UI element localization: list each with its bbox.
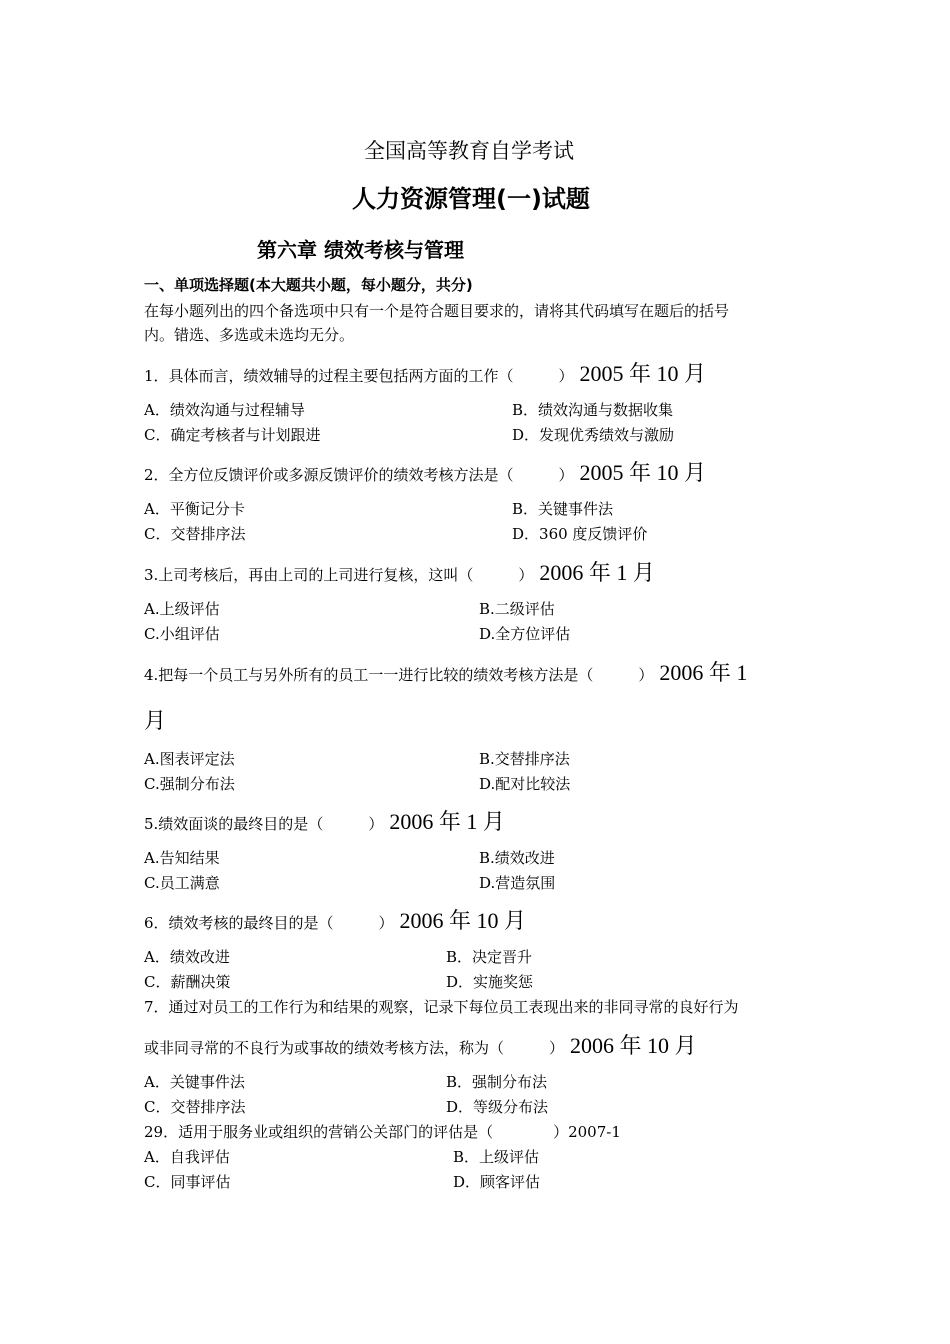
question-4-stem	[144, 662, 747, 684]
question-5-option-b: B.绩效改进	[479, 849, 555, 867]
question-3-option-d: D.全方位评估	[479, 625, 571, 643]
question-4-option-b: B.交替排序法	[479, 750, 570, 768]
question-7-option-b: B．强制分布法	[446, 1073, 548, 1091]
exam-date: 2006 年 10 月	[570, 1033, 697, 1058]
question-7-stem-line-1: 7．通过对员工的工作行为和结果的观察，记录下每位员工表现出来的非同寻常的良好行为	[144, 998, 739, 1016]
question-stem-text: 3.上司考核后，再由上司的上司进行复核，这叫（ ）	[144, 566, 534, 584]
question-1-option-b: B．绩效沟通与数据收集	[512, 401, 674, 419]
question-5-option-d: D.营造氛围	[479, 874, 556, 892]
exam-title: 全国高等教育自学考试	[364, 139, 574, 163]
question-7-option-c: C．交替排序法	[144, 1098, 246, 1116]
question-4-option-a: A.图表评定法	[144, 750, 235, 768]
exam-date: 2006 年 1 月	[389, 809, 505, 834]
chapter-title: 第六章 绩效考核与管理	[257, 238, 464, 262]
question-stem-text: 1．具体而言，绩效辅导的过程主要包括两方面的工作（ ）	[144, 367, 574, 385]
question-1-option-a: A．绩效沟通与过程辅导	[144, 401, 305, 419]
question-7-stem-line-2	[144, 1035, 697, 1057]
question-29-option-b: B．上级评估	[453, 1148, 540, 1166]
exam-date: 2006 年 1	[659, 660, 748, 685]
question-29-stem: 29．适用于服务业或组织的营销公关部门的评估是（ ）2007-1	[144, 1123, 621, 1141]
section-instruction-line-2: 内。错选、多选或未选均无分。	[144, 326, 355, 344]
question-1-stem	[144, 363, 706, 385]
question-5-option-c: C.员工满意	[144, 874, 220, 892]
question-6-option-c: C．薪酬决策	[144, 973, 231, 991]
question-4-date-continued: 月	[144, 708, 167, 733]
question-stem-text: 6．绩效考核的最终目的是（ ）	[144, 914, 394, 932]
question-7-option-d: D．等级分布法	[446, 1098, 549, 1116]
question-stem-text: 2．全方位反馈评价或多源反馈评价的绩效考核方法是（ ）	[144, 466, 574, 484]
exam-date: 2006 年 10 月	[399, 908, 527, 933]
question-29-option-a: A．自我评估	[144, 1148, 230, 1166]
question-6-option-b: B．决定晋升	[446, 948, 533, 966]
question-29-option-d: D．顾客评估	[453, 1173, 541, 1191]
question-3-stem	[144, 562, 655, 584]
question-7-option-a: A．关键事件法	[144, 1073, 245, 1091]
question-4-option-d: D.配对比较法	[479, 775, 571, 793]
question-1-option-d: D．发现优秀绩效与激励	[512, 426, 675, 444]
question-29-option-c: C．同事评估	[144, 1173, 231, 1191]
question-6-stem	[144, 910, 526, 932]
question-3-option-a: A.上级评估	[144, 600, 220, 618]
question-2-option-b: B．关键事件法	[512, 500, 614, 518]
question-3-option-c: C.小组评估	[144, 625, 220, 643]
exam-date: 2006 年 1 月	[539, 560, 655, 585]
question-5-option-a: A.告知结果	[144, 849, 220, 867]
question-stem-text: 或非同寻常的不良行为或事故的绩效考核方法，称为（ ）	[144, 1039, 565, 1057]
question-2-option-c: C．交替排序法	[144, 525, 246, 543]
question-5-stem	[144, 811, 505, 833]
question-1-option-c: C．确定考核者与计划跟进	[144, 426, 321, 444]
question-2-stem	[144, 462, 706, 484]
question-stem-text: 5.绩效面谈的最终目的是（ ）	[144, 815, 384, 833]
exam-date: 2005 年 10 月	[579, 460, 707, 485]
question-6-option-a: A．绩效改进	[144, 948, 230, 966]
question-4-option-c: C.强制分布法	[144, 775, 235, 793]
paper-title: 人力资源管理(一)试题	[352, 185, 590, 213]
section-heading: 一、单项选择题(本大题共小题，每小题分，共分)	[144, 276, 473, 294]
exam-date: 2005 年 10 月	[579, 361, 707, 386]
question-stem-text: 4.把每一个员工与另外所有的员工一一进行比较的绩效考核方法是（ ）	[144, 666, 654, 684]
question-2-option-d: D．360 度反馈评价	[512, 525, 648, 543]
question-2-option-a: A．平衡记分卡	[144, 500, 245, 518]
question-3-option-b: B.二级评估	[479, 600, 555, 618]
question-6-option-d: D．实施奖惩	[446, 973, 534, 991]
section-instruction-line-1: 在每小题列出的四个备选项中只有一个是符合题目要求的，请将其代码填写在题后的括号	[144, 302, 730, 320]
